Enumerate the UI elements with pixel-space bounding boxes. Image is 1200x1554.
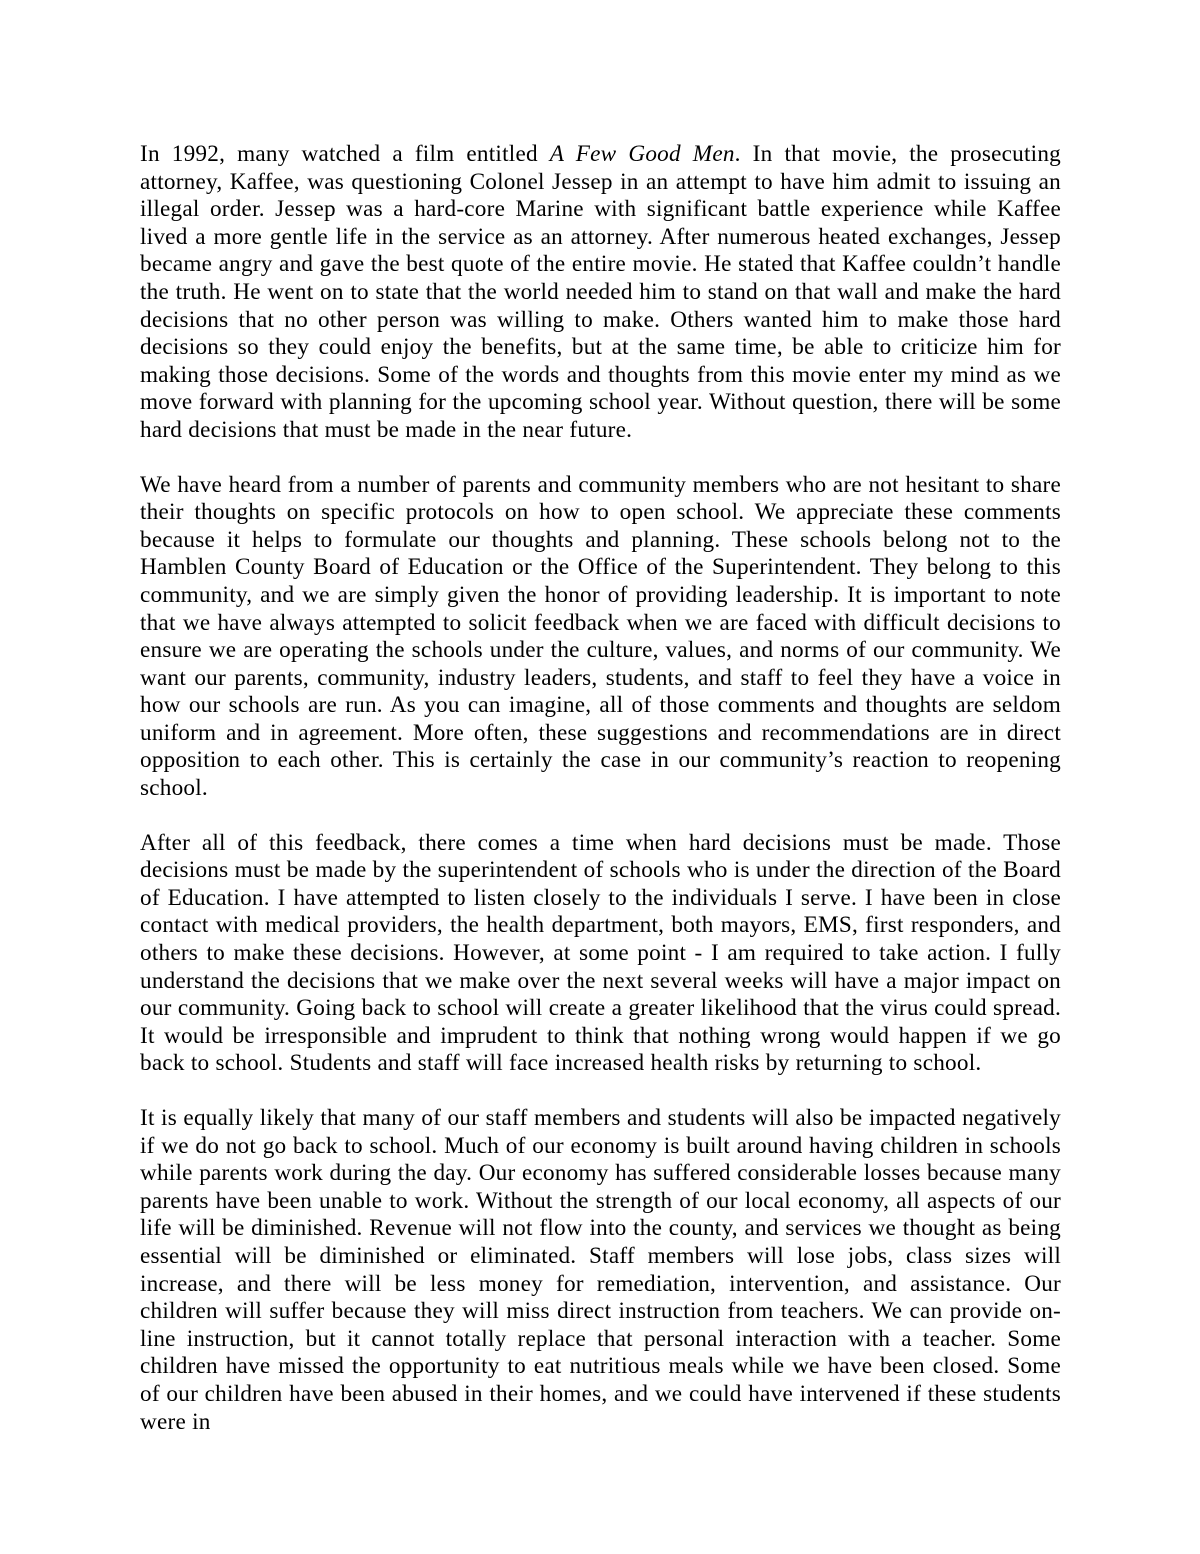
paragraph-text: . In that movie, the prosecuting attorney, Kaffee, was questioning Colonel Jessep in an attempt to have him admit to issuing an illegal order. Jessep was a hard-core Marine with significant battle experience while Kaffee lived a more gentle life in the service as an attorney. After numerous heated exchanges, Jessep became angry and gave the best quote of the entire movie. He stated that Kaffee couldn’t handle the truth. He went on to state that the world needed him to stand on that wall and make the hard decisions that no other person was willing to make. Others wanted him to make those hard decisions so they could enjoy the benefits, but at the same time, be able to criticize him for making those decisions. Some of the words and thoughts from this movie enter my mind as we move forward with planning for the upcoming school year. Without question, there will be some hard decisions that must be made in the near future. [140, 141, 1061, 443]
body-paragraph [140, 1105, 1061, 1436]
italic-title-text: A Few Good Men [549, 141, 735, 167]
document-text-column [140, 141, 1061, 1436]
paragraph-text: It is equally likely that many of our staff members and students will also be impacted negatively if we do not go back to school. Much of our economy is built around having children in schools while parents work during the day. Our economy has suffered considerable losses because many parents have been unable to work. Without the strength of our local economy, all aspects of our life will be diminished. Revenue will not flow into the county, and services we thought as being essential will be diminished or eliminated. Staff members will lose jobs, class sizes will increase, and there will be less money for remediation, intervention, and assistance. Our children will suffer because they will miss direct instruction from teachers. We can provide on-line instruction, but it cannot totally replace that personal interaction with a teacher. Some children have missed the opportunity to eat nutritious meals while we have been closed. Some of our children have been abused in their homes, and we could have intervened if these students were in [140, 1105, 1061, 1435]
body-paragraph [140, 472, 1061, 803]
paragraph-text: After all of this feedback, there comes a time when hard decisions must be made. Those decisions must be made by the superintendent of schools who is under the direction of the Board of Education. I have attempted to listen closely to the individuals I serve. I have been in close contact with medical providers, the health department, both mayors, EMS, first responders, and others to make these decisions. However, at some point - I am required to take action. I fully understand the decisions that we make over the next several weeks will have a major impact on our community. Going back to school will create a greater likelihood that the virus could spread. It would be irresponsible and imprudent to think that nothing wrong would happen if we go back to school. Students and staff will face increased health risks by returning to school. [140, 829, 1061, 1077]
paragraph-text: We have heard from a number of parents and community members who are not hesitant to share their thoughts on specific protocols on how to open school. We appreciate these comments because it helps to formulate our thoughts and planning. These schools belong not to the Hamblen County Board of Education or the Office of the Superintendent. They belong to this community, and we are simply given the honor of providing leadership. It is important to note that we have always attempted to solicit feedback when we are faced with difficult decisions to ensure we are operating the schools under the culture, values, and norms of our community. We want our parents, community, industry leaders, students, and staff to feel they have a voice in how our schools are run. As you can imagine, all of those comments and thoughts are seldom uniform and in agreement. More often, these suggestions and recommendations are in direct opposition to each other. This is certainly the case in our community’s reaction to reopening school. [140, 471, 1061, 802]
paragraph-text: In 1992, many watched a film entitled [140, 141, 550, 167]
body-paragraph [140, 830, 1061, 1078]
body-paragraph [140, 141, 1061, 445]
